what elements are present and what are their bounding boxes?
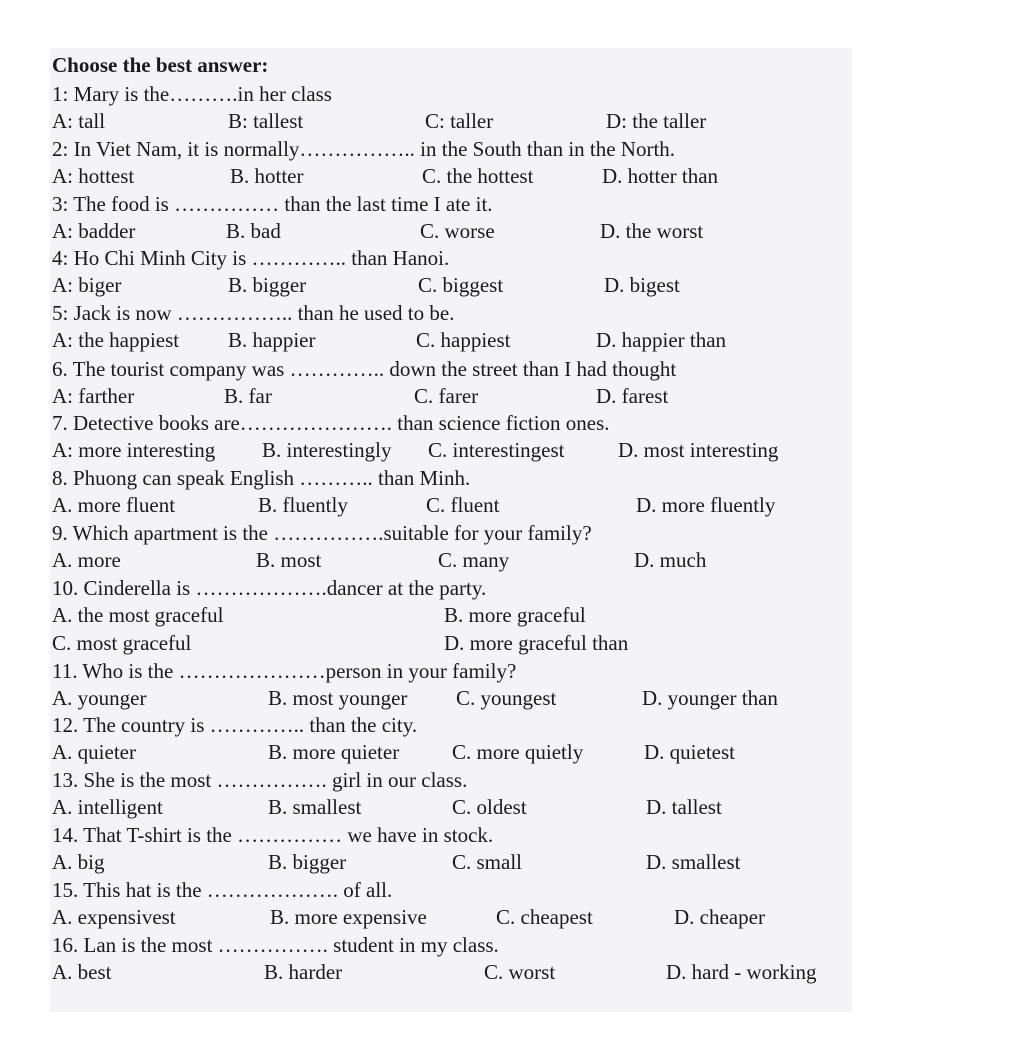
answer-option: A. the most graceful	[52, 603, 224, 627]
answer-option: B. more expensive	[270, 905, 427, 929]
answer-option: B. more graceful	[444, 603, 586, 627]
answer-option: A: farther	[52, 384, 135, 408]
answer-option: A: more interesting	[52, 438, 216, 462]
answer-option: C. the hottest	[422, 164, 534, 188]
answer-option: C. most graceful	[52, 631, 192, 655]
answer-option: B. happier	[228, 328, 316, 352]
answer-option: A: biger	[52, 273, 122, 297]
question-text: 6. The tourist company was ………….. down the street than I had thought	[52, 357, 677, 381]
answer-option: D. tallest	[646, 795, 722, 819]
question-text: 2: In Viet Nam, it is normally…………….. in the South than in the North.	[52, 137, 676, 161]
answer-option: D. smallest	[646, 850, 741, 874]
question-text: 4: Ho Chi Minh City is ………….. than Hanoi.	[52, 246, 450, 270]
question-text: 9. Which apartment is the …………….suitable for your family?	[52, 521, 592, 545]
answer-option: A. best	[52, 960, 112, 984]
answer-option: C. fluent	[426, 493, 500, 517]
question-text: 5: Jack is now …………….. than he used to be.	[52, 301, 455, 325]
answer-option: A. more	[52, 548, 121, 572]
question-text: 14. That T-shirt is the …………… we have in stock.	[52, 823, 494, 847]
question-text: 12. The country is ………….. than the city.	[52, 713, 418, 737]
answer-option: A. younger	[52, 686, 147, 710]
question-text: 11. Who is the …………………person in your family?	[52, 659, 517, 683]
answer-option: D. more graceful than	[444, 631, 629, 655]
question-text: 15. This hat is the ………………. of all.	[52, 878, 393, 902]
answer-option: B. hotter	[230, 164, 304, 188]
answer-option: A: the happiest	[52, 328, 180, 352]
answer-option: A. quieter	[52, 740, 136, 764]
answer-option: A: tall	[52, 109, 106, 133]
answer-option: C. interestingest	[428, 438, 565, 462]
question-text: 3: The food is …………… than the last time I ate it.	[52, 192, 493, 216]
answer-option: B. smallest	[268, 795, 362, 819]
answer-option: C. worse	[420, 219, 495, 243]
answer-option: D. the worst	[600, 219, 704, 243]
question-text: 7. Detective books are…………………. than science fiction ones.	[52, 411, 610, 435]
question-text: 8. Phuong can speak English ……….. than Minh.	[52, 466, 471, 490]
answer-option: D. quietest	[644, 740, 735, 764]
answer-option: B. bad	[226, 219, 281, 243]
answer-option: D. happier than	[596, 328, 727, 352]
answer-option: D: the taller	[606, 109, 707, 133]
answer-option: C. farer	[414, 384, 479, 408]
answer-option: A. intelligent	[52, 795, 163, 819]
answer-option: C. small	[452, 850, 523, 874]
answer-option: B. fluently	[258, 493, 348, 517]
answer-option: A. more fluent	[52, 493, 176, 517]
answer-option: A. big	[52, 850, 105, 874]
answer-option: D. hotter than	[602, 164, 719, 188]
answer-option: D. much	[634, 548, 707, 572]
question-text: 13. She is the most ……………. girl in our class.	[52, 768, 468, 792]
answer-option: D. more fluently	[636, 493, 776, 517]
answer-option: C. worst	[484, 960, 556, 984]
question-text: 1: Mary is the……….in her class	[52, 82, 332, 106]
answer-option: C. more quietly	[452, 740, 584, 764]
answer-option: D. bigest	[604, 273, 680, 297]
answer-option: B. bigger	[268, 850, 347, 874]
answer-option: A. expensivest	[52, 905, 176, 929]
answer-option: D. most interesting	[618, 438, 779, 462]
page-title: Choose the best answer:	[52, 53, 269, 77]
answer-option: D. farest	[596, 384, 669, 408]
answer-option: B. interestingly	[262, 438, 392, 462]
question-text: 10. Cinderella is ……………….dancer at the party.	[52, 576, 487, 600]
answer-option: C: taller	[425, 109, 494, 133]
answer-option: C. cheapest	[496, 905, 593, 929]
answer-option: B. more quieter	[268, 740, 400, 764]
answer-option: C. many	[438, 548, 510, 572]
answer-option: D. hard - working	[666, 960, 817, 984]
answer-option: C. happiest	[416, 328, 511, 352]
answer-option: D. cheaper	[674, 905, 765, 929]
answer-option: C. youngest	[456, 686, 557, 710]
answer-option: B. harder	[264, 960, 343, 984]
answer-option: B. most	[256, 548, 322, 572]
answer-option: C. biggest	[418, 273, 504, 297]
answer-option: A: badder	[52, 219, 136, 243]
answer-option: D. younger than	[642, 686, 778, 710]
answer-option: B. most younger	[268, 686, 408, 710]
answer-option: B. far	[224, 384, 272, 408]
question-text: 16. Lan is the most ……………. student in my class.	[52, 933, 499, 957]
answer-option: A: hottest	[52, 164, 135, 188]
answer-option: B: tallest	[228, 109, 304, 133]
answer-option: B. bigger	[228, 273, 307, 297]
answer-option: C. oldest	[452, 795, 527, 819]
